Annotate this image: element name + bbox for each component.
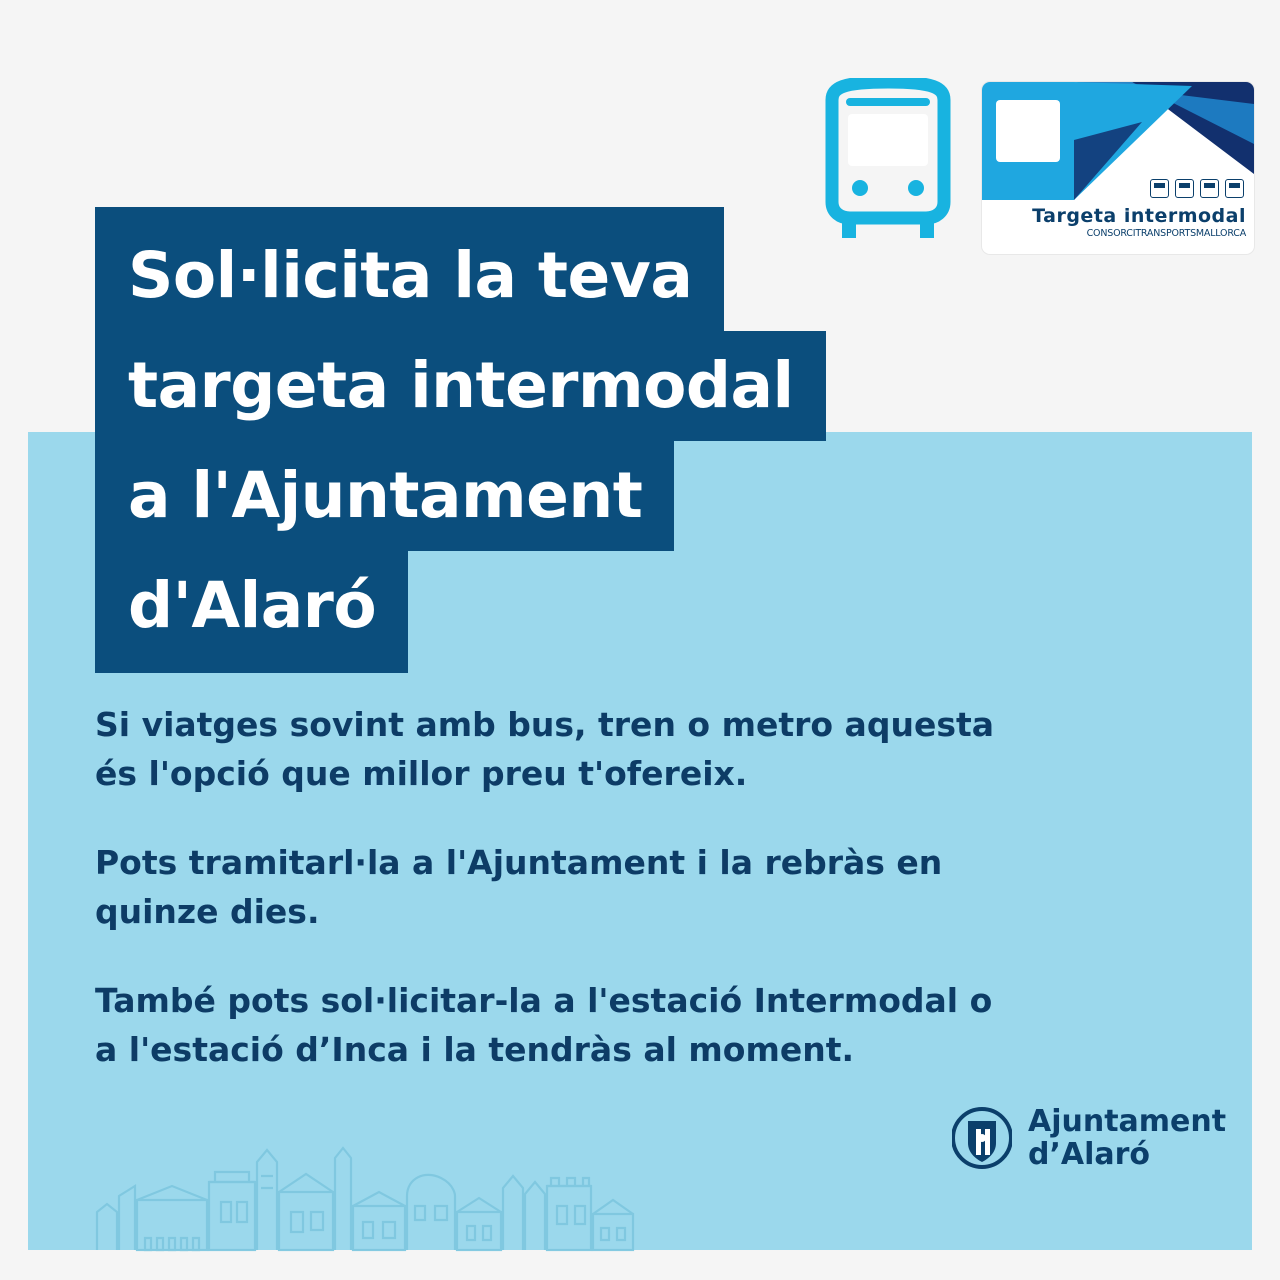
body-paragraph-3: També pots sol·licitar-la a l'estació Intermodal o a l'estació d’Inca i la tendràs al moment. bbox=[95, 981, 993, 1069]
card-transport-icons bbox=[1150, 179, 1244, 198]
logo-line-2: d’Alaró bbox=[1028, 1137, 1151, 1172]
title-line-1: Sol·licita la teva bbox=[95, 207, 724, 331]
card-branding bbox=[1032, 204, 1246, 239]
title-line-2: targeta intermodal bbox=[95, 331, 826, 441]
train-mini-icon bbox=[1175, 179, 1194, 198]
bus-mini-icon bbox=[1150, 179, 1169, 198]
targeta-intermodal-card bbox=[982, 82, 1254, 254]
logo-text bbox=[1028, 1105, 1226, 1171]
card-subtitle: CONSORCITRANSPORTSMALLORCA bbox=[1086, 227, 1246, 239]
card-title: Targeta intermodal bbox=[1032, 204, 1246, 227]
ajuntament-logo bbox=[952, 1105, 1226, 1171]
page-title bbox=[95, 207, 995, 673]
card-chip bbox=[996, 100, 1060, 162]
title-line-3: a l'Ajuntament bbox=[95, 441, 674, 551]
metro-mini-icon bbox=[1200, 179, 1219, 198]
body-paragraph-2: Pots tramitarl·la a l'Ajuntament i la rebràs en quinze dies. bbox=[95, 843, 943, 931]
bike-mini-icon bbox=[1225, 179, 1244, 198]
body-copy bbox=[95, 700, 1025, 1074]
logo-line-1: Ajuntament bbox=[1028, 1104, 1227, 1139]
alaro-shield-icon bbox=[952, 1105, 1012, 1171]
bus-icon bbox=[818, 78, 958, 238]
alaro-skyline-illustration bbox=[95, 1142, 635, 1252]
body-paragraph-1: Si viatges sovint amb bus, tren o metro aquesta és l'opció que millor preu t'ofereix. bbox=[95, 705, 995, 793]
title-line-4: d'Alaró bbox=[95, 551, 408, 673]
